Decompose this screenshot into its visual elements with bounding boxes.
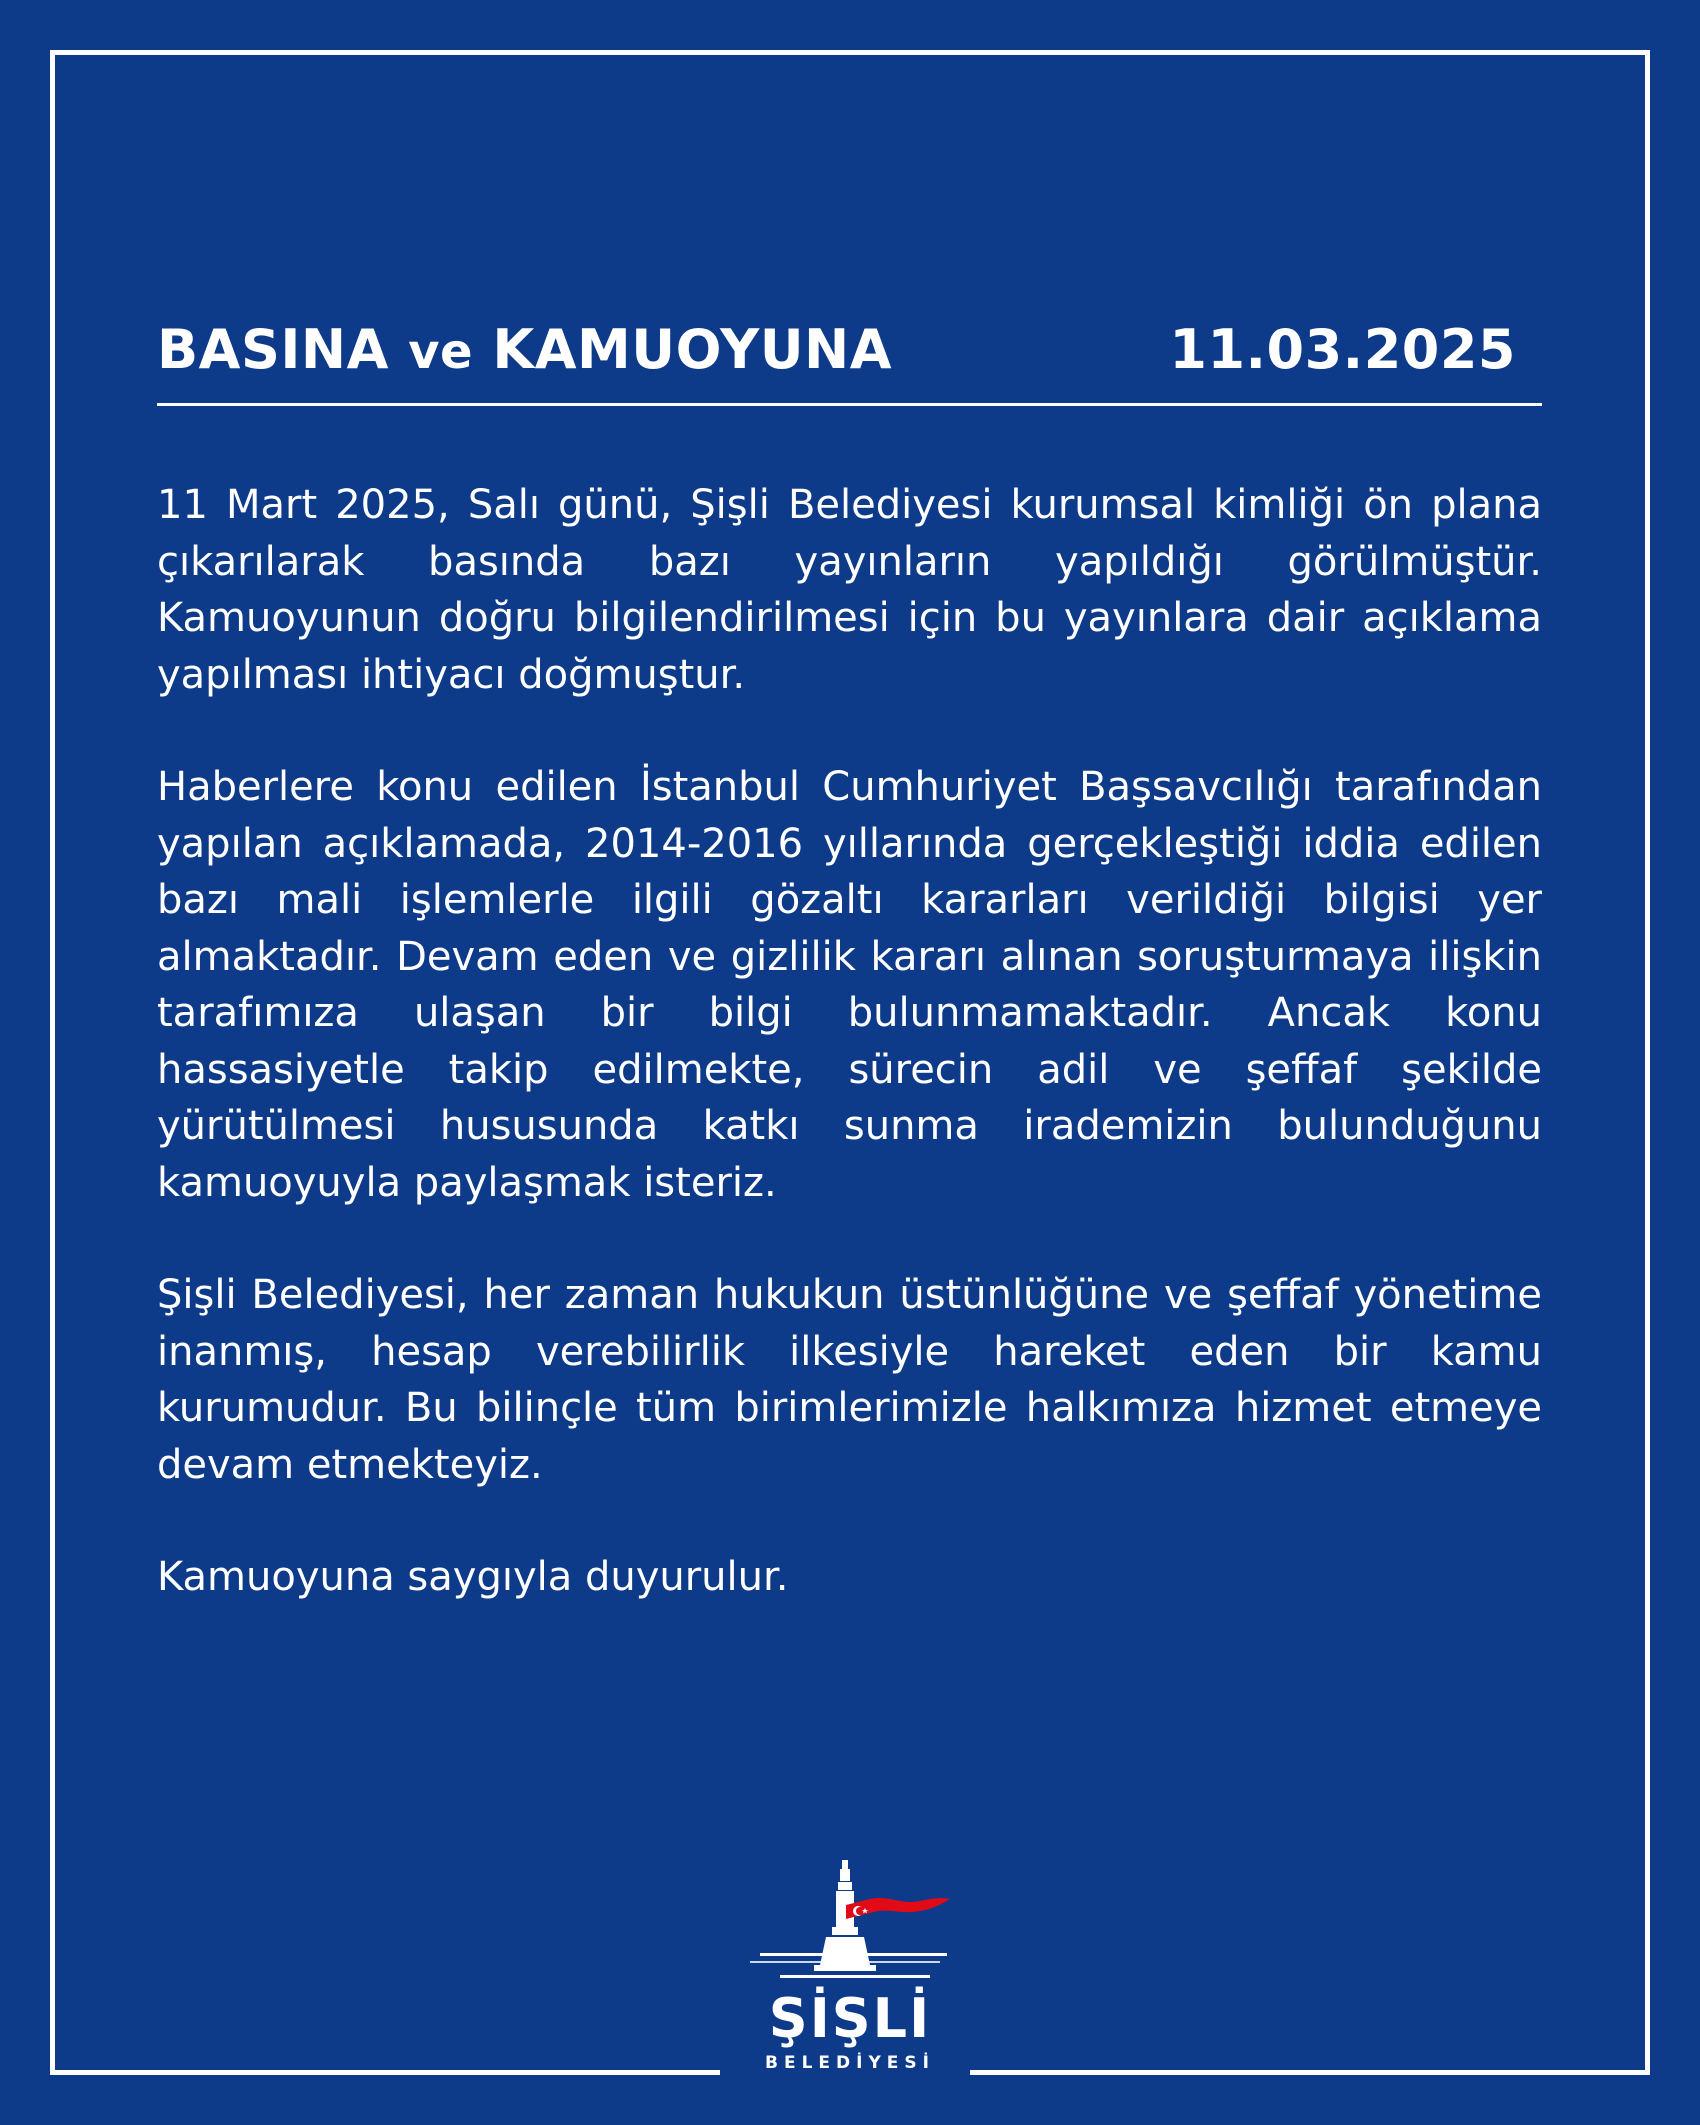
header-divider: [157, 403, 1542, 406]
announcement-header: [157, 318, 1542, 388]
logo-name: ŞİŞLİ: [768, 1987, 932, 2050]
paragraph-3: Şişli Belediyesi, her zaman hukukun üstünlüğüne ve şeffaf yönetime inanmış, hesap verebilirlik ilkesiyle hareket eden bir kamu kurumudur. Bu bilinçle tüm birimlerimizle halkımıza hizmet etmeye devam etmekteyiz.: [157, 1272, 1542, 1488]
paragraph-4: Kamuoyuna saygıyla duyurulur.: [157, 1554, 789, 1600]
announcement-title: [157, 318, 892, 381]
monument-flag-icon: [750, 1855, 960, 1990]
title-ve: ve: [408, 324, 474, 380]
title-kamuoyuna: KAMUOYUNA: [492, 318, 893, 381]
announcement-body: [157, 477, 1542, 1662]
paragraph-2: Haberlere konu edilen İstanbul Cumhuriyet Başsavcılığı tarafından yapılan açıklamada, 2014-2016 yıllarında gerçekleştiği iddia edilen bazı mali işlemlerle ilgili gözaltı kararları verildiği bilgisi yer almaktadır. Devam eden ve gizlilik kararı alınan soruşturmaya ilişkin tarafımıza ulaşan bir bilgi bulunmamaktadır. Ancak konu hassasiyetle takip edilmekte, sürecin adil ve şeffaf şekilde yürütülmesi hususunda katkı sunma irademizin bulunduğunu kamuoyuyla paylaşmak isteriz.: [157, 764, 1542, 1206]
announcement-date: 11.03.2025: [1169, 318, 1516, 381]
logo-subtitle: BELEDİYESİ: [765, 2053, 935, 2073]
paragraph-1: 11 Mart 2025, Salı günü, Şişli Belediyesi kurumsal kimliği ön plana çıkarılarak basında bazı yayınların yapıldığı görülmüştür. Kamuoyunun doğru bilgilendirilmesi için bu yayınlara dair açıklama yapılması ihtiyacı doğmuştur.: [157, 482, 1542, 698]
sisli-belediyesi-logo: [750, 1855, 960, 2085]
title-basina: BASINA: [157, 318, 389, 381]
